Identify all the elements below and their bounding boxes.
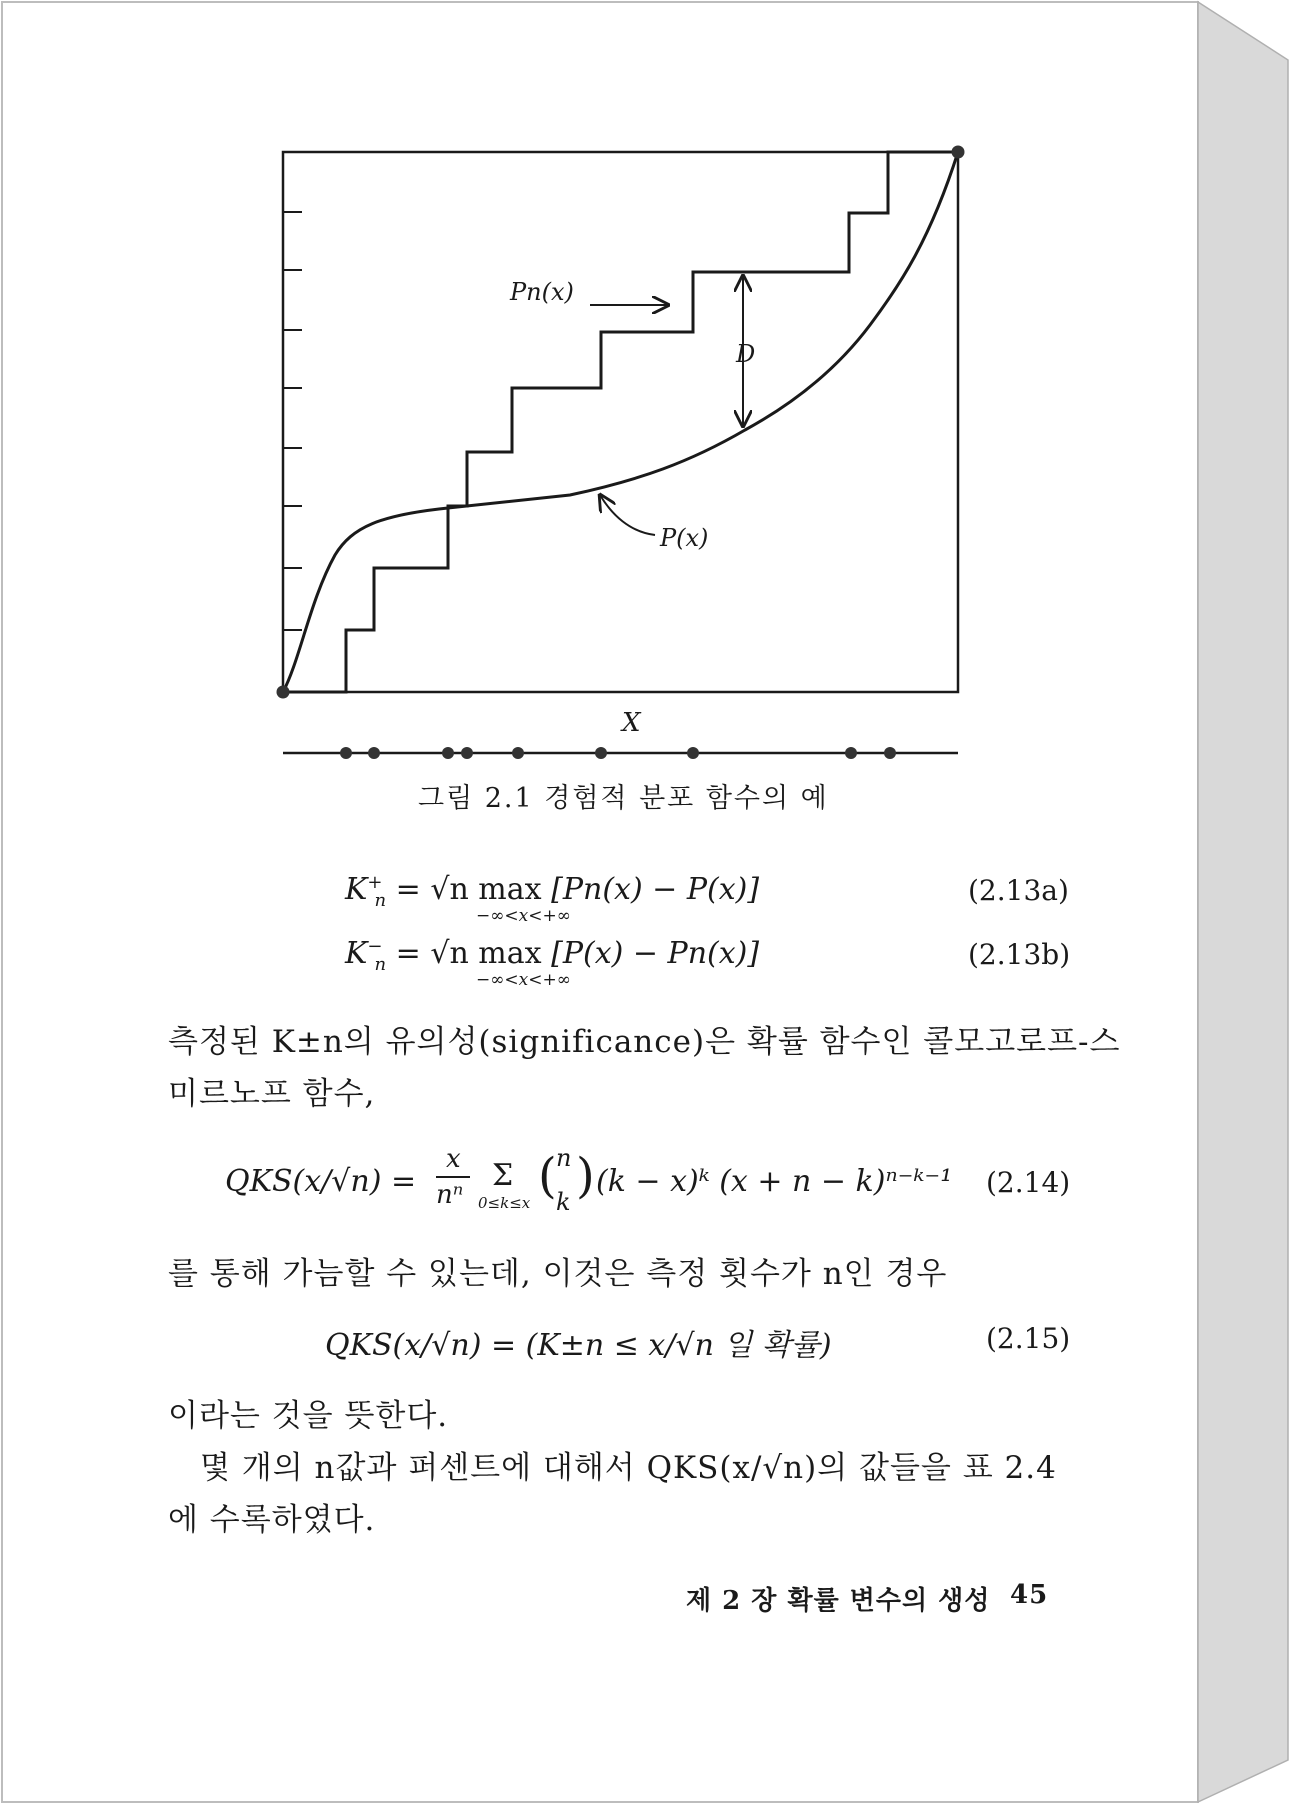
empirical-step-curve [283,152,958,692]
cdf-curve [283,152,958,692]
equation-2-15-number: (2.15) [986,1322,1071,1355]
data-point [368,747,380,759]
equation-2-14-sum-range: 0≤k≤x [478,1194,531,1212]
data-point [442,747,454,759]
figure-caption: 그림 2.1 경험적 분포 함수의 예 [418,783,829,814]
equation-2-13b: $K^-_n = √n$ max [P(x) − Pn(x)] [345,936,760,975]
equation-2-14-sum: Σ [492,1158,514,1193]
data-point [884,747,896,759]
data-point [512,747,524,759]
d-label: D [736,340,756,368]
px-pointer-arrow [600,495,655,535]
paragraph-4-line-2: 에 수록하였다. [168,1502,376,1538]
data-point [340,747,352,759]
equation-2-15: QKS(x/√n) = (K±n ≤ x/√n 일 확률) [325,1328,832,1363]
equation-2-14-binom-close: ) [576,1148,595,1204]
paragraph-2-line-1: 를 통해 가늠할 수 있는데, 이것은 측정 횟수가 n인 경우 [168,1256,948,1292]
equation-2-13b-range: −∞<x<+∞ [476,970,571,990]
equation-2-13b-number: (2.13b) [968,938,1071,971]
data-point [595,747,607,759]
equation-2-13a: $K^+_n = √n$ max [Pn(x) − P(x)] [345,872,760,911]
empirical-distribution-figure [0,0,1294,820]
equation-2-14-frac-num: x [446,1144,461,1174]
end-point [952,146,965,159]
equation-2-14-lhs: QKS(x/√n) = [225,1164,417,1199]
equation-2-14-binom-top: n [556,1144,572,1172]
equation-2-13a-number: (2.13a) [968,874,1069,907]
data-point [461,747,473,759]
equation-2-14-frac-den: nⁿ [436,1180,464,1210]
equation-2-14-frac-bar [436,1176,470,1178]
equation-2-14-number: (2.14) [986,1166,1071,1199]
start-point [277,686,290,699]
equation-2-13a-range: −∞<x<+∞ [476,906,571,926]
y-axis-ticks [283,212,302,630]
pn-label: Pn(x) [510,278,574,306]
equation-2-14-binom-bottom: k [556,1188,571,1216]
paragraph-4-line-1: 몇 개의 n값과 퍼센트에 대해서 QKS(x/√n)의 값들을 표 2.4 [200,1450,1057,1486]
paragraph-1-line-1: 측정된 K±n의 유의성(significance)은 확률 함수인 콜모고로프-스 [168,1024,1121,1060]
equation-2-14-binom-open: ( [538,1148,557,1204]
px-label: P(x) [660,524,709,552]
data-point [687,747,699,759]
data-point [845,747,857,759]
paragraph-1-line-2: 미르노프 함수, [168,1076,376,1112]
equation-2-14-body: (k − x)ᵏ (x + n − k)ⁿ⁻ᵏ⁻¹ [596,1164,953,1199]
figure-frame [283,152,958,692]
footer-chapter: 제 2 장 확률 변수의 생성 [686,1586,991,1616]
x-axis-label: X [622,708,641,738]
paragraph-3-line-1: 이라는 것을 뜻한다. [168,1398,449,1434]
footer-page-number: 45 [1010,1580,1049,1610]
